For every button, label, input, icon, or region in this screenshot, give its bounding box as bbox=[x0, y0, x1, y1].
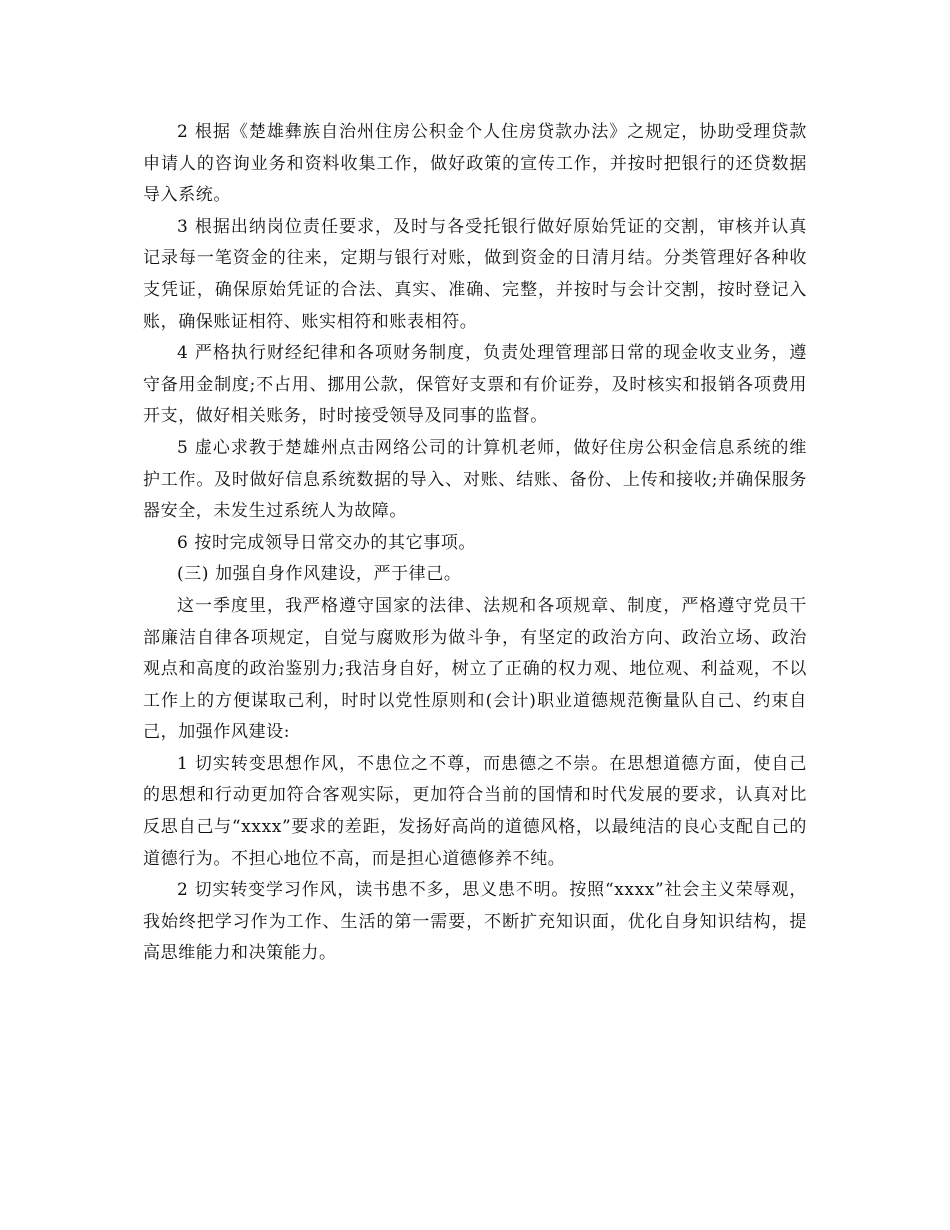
paragraph-learning-style: 2 切实转变学习作风，读书患不多，思义患不明。按照“xxxx”社会主义荣辱观，我始终把学习作为工作、生活的第一需要，不断扩充知识面，优化自身知识结构，提高思维能力和决策能力。 bbox=[143, 880, 807, 964]
paragraph-thinking-style: 1 切实转变思想作风，不患位之不尊，而患德之不崇。在思想道德方面，使自己的思想和行动更加符合客观实际，更加符合当前的国情和时代发展的要求，认真对比反思自己与“xxxx”要求的差距，发扬好高尚的道德风格，以最纯洁的良心支配自己的道德行为。不担心地位不高，而是担心道德修养不纯。 bbox=[143, 753, 807, 869]
document-body bbox=[143, 117, 807, 970]
paragraph-housing-loan: 2 根据《楚雄彝族自治州住房公积金个人住房贷款办法》之规定，协助受理贷款申请人的咨询业务和资料收集工作，做好政策的宣传工作，并按时把银行的还贷数据导入系统。 bbox=[143, 122, 807, 206]
paragraph-law-compliance: 这一季度里，我严格遵守国家的法律、法规和各项规章、制度，严格遵守党员干部廉洁自律各项规定，自觉与腐败形为做斗争，有坚定的政治方向、政治立场、政治观点和高度的政治鉴别力;我洁身自好，树立了正确的权力观、地位观、利益观，不以工作上的方便谋取己利，时时以党性原则和(会计)职业道德规范衡量队自己、约束自己，加强作风建设: bbox=[143, 595, 807, 743]
paragraph-cashier-duties: 3 根据出纳岗位责任要求，及时与各受托银行做好原始凭证的交割，审核并认真记录每一笔资金的往来，定期与银行对账，做到资金的日清月结。分类管理好各种收支凭证，确保原始凭证的合法、真实、准确、完整，并按时与会计交割，按时登记入账，确保账证相符、账实相符和账表相符。 bbox=[143, 216, 807, 332]
paragraph-other-tasks: 6 按时完成领导日常交办的其它事项。 bbox=[177, 532, 477, 553]
paragraph-system-maintenance: 5 虚心求教于楚雄州点击网络公司的计算机老师，做好住房公积金信息系统的维护工作。及时做好信息系统数据的导入、对账、结账、备份、上传和接收;并确保服务器安全，未发生过系统人为故障。 bbox=[143, 437, 807, 522]
paragraph-financial-discipline: 4 严格执行财经纪律和各项财务制度，负责处理管理部日常的现金收支业务，遵守备用金制度;不占用、挪用公款，保管好支票和有价证券，及时核实和报销各项费用开支，做好相关账务，时时接受领导及同事的监督。 bbox=[143, 343, 807, 427]
section-heading-self-discipline: (三) 加强自身作风建设，严于律己。 bbox=[177, 564, 462, 585]
